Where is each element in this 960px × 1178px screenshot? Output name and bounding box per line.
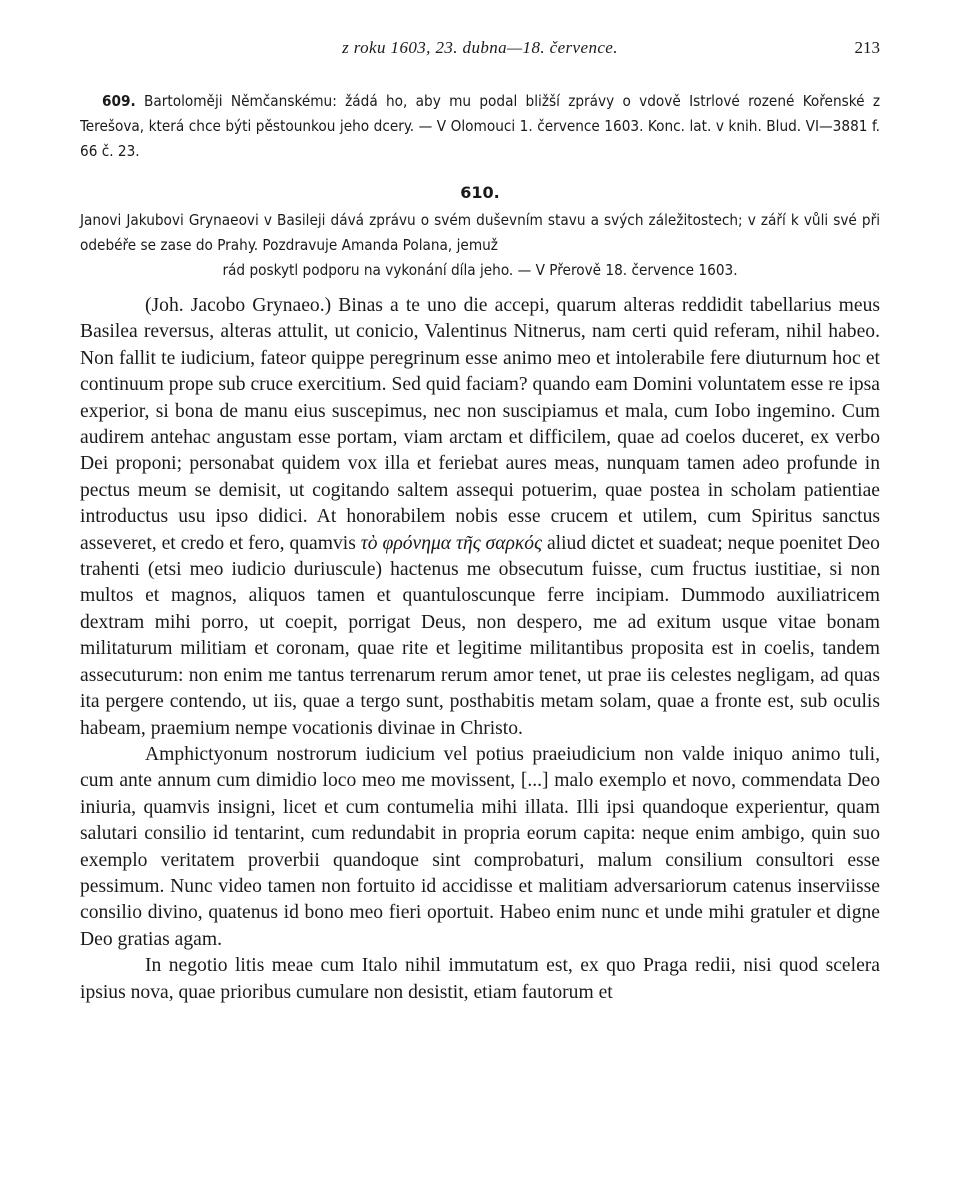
letter-paragraph-3: In negotio litis meae cum Italo nihil immutatum est, ex quo Praga redii, nisi quod scelera ipsius nova, quae prioribus cumulare non desistit, etiam fautorum et [80, 955, 880, 1003]
entry-610-heading: 610. [460, 183, 500, 202]
letter-paragraph-2: Amphictyonum nostrorum iudicium vel potius praeiudicium non valde iniquo animo tuli, cum ante annum cum dimidio loco meo me movissent, [...] malo exemplo et novo, commendata Deo iniuria, quamvis insigni, licet et cum contumelia mihi illata. Illi ipsi quandoque experientur, quam salutari consilio id tentarint, cum redundabit in propria eorum capita: neque enim ambigo, quin suo exemplo veritatem proverbii quandoque sint comprobaturi, malum consilium consultori esse pessimum. Nunc video tamen non fortuito id accidisse et malitiam adversariorum catenus inserviisse consilio divino, quatenus id bono meo fieri oportuit. Habeo enim nunc et unde mihi gratuler et digne Deo gratias agam. [80, 743, 880, 950]
entry-610-regest-last: rád poskytl podporu na vykonání díla jeho. — V Přerově 18. července 1603. [222, 261, 738, 279]
letter-paragraph-1 [80, 293, 880, 742]
entry-609-number: 609. [102, 92, 136, 110]
document-page [80, 38, 880, 1006]
page-number: 213 [854, 38, 880, 57]
running-head: z roku 1603, 23. dubna—18. července. [342, 38, 618, 57]
entry-610-regest-main: Janovi Jakubovi Grynaeovi v Basileji dává zprávu o svém duševním stavu a svých záležitostech; v září k vůli své při odebéře se zase do Prahy. Pozdravuje Amanda Polana, jemuž [80, 211, 880, 254]
letter-paragraph-1-text-b: aliud dictet et suadeat; neque poenitet Deo trahenti (etsi meo iudicio duriuscule) hactenus me obsecutum fuisse, cum fructus iustitiae, si non multos et magnos, aliquos tamen et quantuloscunque ferre incipiam. Dummodo auxiliatricem dextram mihi porro, ut coepit, porrigat Deus, non despero, me ad exitum usque vitae bonam militaturum militiam et coronam, quae rite et legitime militantibus proposita est in coelis, tandem assecuturum: non enim me tantus terrenarum rerum amor tenet, ut prae iis celestes negligam, ad quas ita pergere contendo, ut iis, quae a tergo sunt, posthabitis metam solam, quae a fronte est, sub oculis habeam, praemium nempe vocationis divinae in Christo. [80, 532, 880, 739]
greek-phrase: τὸ φρόνημα τῆς σαρκός [360, 532, 543, 554]
letter-paragraph-1-text-a: (Joh. Jacobo Grynaeo.) Binas a te uno die accepi, quarum alteras reddidit tabellarius meus Basilea reversus, alteras attulit, ut conicio, Valentinus Nitnerus, nam certi quid referam, nihil habeo. Non fallit te iudicium, fateor quippe peregrinum esse animo meo et intolerabile fere diuturnum hoc et continuum prope sub cruce exercitium. Sed quid faciam? quando eam Domini voluntatem esse re ipsa experior, si bona de manu eius suscepimus, nec non suscipiamus et mala, cum Iobo ingemino. Cum audirem antehac angustam esse portam, viam arctam et difficilem, quae ad coelos duceret, ex verbo Dei proponi; personabat quidem vox illa et feriebat aures meas, nunquam tamen adeo profunde in pectus meum se demisit, ut cogitando saltem assequi potuerim, quae postea in scholam patientiae introductus usu ipso didici. At honorabilem nobis esse crucem et utilem, cum Spiritus sanctus asseveret, et credo et fero, quamvis [80, 295, 880, 554]
entry-609-regest [80, 89, 880, 164]
page-header [80, 38, 880, 68]
entry-610-regest [80, 208, 880, 283]
entry-609-text: Bartoloměji Němčanskému: žádá ho, aby mu podal bližší zprávy o vdově Istrlové rozené Kořenské z Terešova, která chce býti pěstounkou jeho dcery. — V Olomouci 1. července 1603. Konc. lat. v knih. Blud. VI—3881 f. 66 č. 23. [80, 92, 880, 160]
